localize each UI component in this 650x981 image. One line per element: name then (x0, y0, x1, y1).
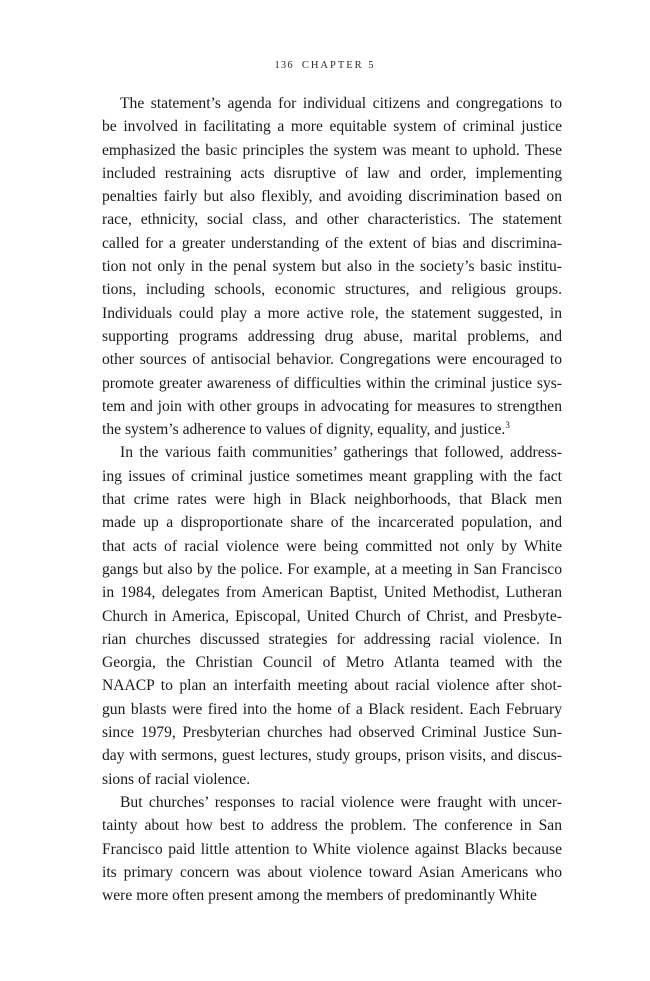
text-line: emphasized the basic principles the system was meant to uphold. These (102, 141, 562, 159)
text-line: gun blasts were fired into the home of a Black resident. Each February (102, 700, 562, 718)
text-line: its primary concern was about violence toward Asian Americans who (102, 863, 562, 881)
body-text (102, 92, 562, 907)
text-line: But churches’ responses to racial violence were fraught with uncer- (120, 793, 562, 811)
text-line: rian churches discussed strategies for addressing racial violence. In (102, 630, 562, 648)
text-line: that acts of racial violence were being committed not only by White (102, 537, 562, 555)
text-line: tion not only in the penal system but also in the society’s basic institu- (102, 258, 562, 276)
text-line: called for a greater understanding of the extent of bias and discrimina- (102, 234, 562, 252)
chapter-label: CHAPTER 5 (301, 60, 376, 71)
text-line: in 1984, delegates from American Baptist, United Methodist, Lutheran (102, 584, 562, 602)
text-line: The statement’s agenda for individual citizens and congregations to (120, 95, 562, 112)
text-line: tem and join with other groups in advocating for measures to strengthen (102, 397, 562, 415)
text-line: NAACP to plan an interfaith meeting about racial violence after shot- (102, 677, 562, 695)
paragraph (102, 441, 562, 790)
text-line: tions, including schools, economic structures, and religious groups. (102, 281, 562, 299)
text-line: the system’s adherence to values of dignity, equality, and justice.$^3$ (102, 420, 510, 439)
paragraph (102, 92, 562, 441)
text-line: ing issues of criminal justice sometimes meant grappling with the fact (102, 467, 562, 485)
text-line: Francisco paid little attention to White violence against Blacks because (102, 840, 562, 858)
running-head (0, 60, 650, 71)
text-line: other sources of antisocial behavior. Congregations were encouraged to (102, 351, 562, 369)
text-line: penalties fairly but also flexibly, and avoiding discrimination based on (102, 188, 562, 206)
text-line: In the various faith communities’ gatherings that followed, address- (120, 444, 562, 462)
text-line: supporting programs addressing drug abuse, marital problems, and (102, 327, 562, 345)
text-line: were more often present among the members of predominantly White (102, 887, 537, 905)
text-line: gangs but also by the police. For example, at a meeting in San Francisco (102, 560, 562, 578)
footnote-reference[interactable]: 3 (505, 420, 510, 431)
text-line: be involved in facilitating a more equitable system of criminal justice (102, 118, 562, 136)
text-line: included restraining acts disruptive of law and order, implementing (102, 164, 562, 182)
text-line: race, ethnicity, social class, and other characteristics. The statement (102, 211, 562, 229)
text-line: tainty about how best to address the problem. The conference in San (102, 817, 562, 835)
text-line: sions of racial violence. (102, 770, 251, 788)
paragraph (102, 791, 562, 907)
text-line: made up a disproportionate share of the incarcerated population, and (102, 514, 562, 532)
text-line: Church in America, Episcopal, United Church of Christ, and Presbyte- (102, 607, 562, 625)
text-line: that crime rates were high in Black neighborhoods, that Black men (102, 491, 562, 509)
page-number: 136 (274, 60, 294, 71)
text-line: day with sermons, guest lectures, study groups, prison visits, and discus- (102, 747, 562, 765)
text-line: since 1979, Presbyterian churches had observed Criminal Justice Sun- (102, 724, 562, 742)
text-line: Georgia, the Christian Council of Metro Atlanta teamed with the (102, 654, 562, 672)
text-line: promote greater awareness of difficulties within the criminal justice sys- (102, 374, 562, 392)
text-line: Individuals could play a more active role, the statement suggested, in (102, 304, 562, 322)
